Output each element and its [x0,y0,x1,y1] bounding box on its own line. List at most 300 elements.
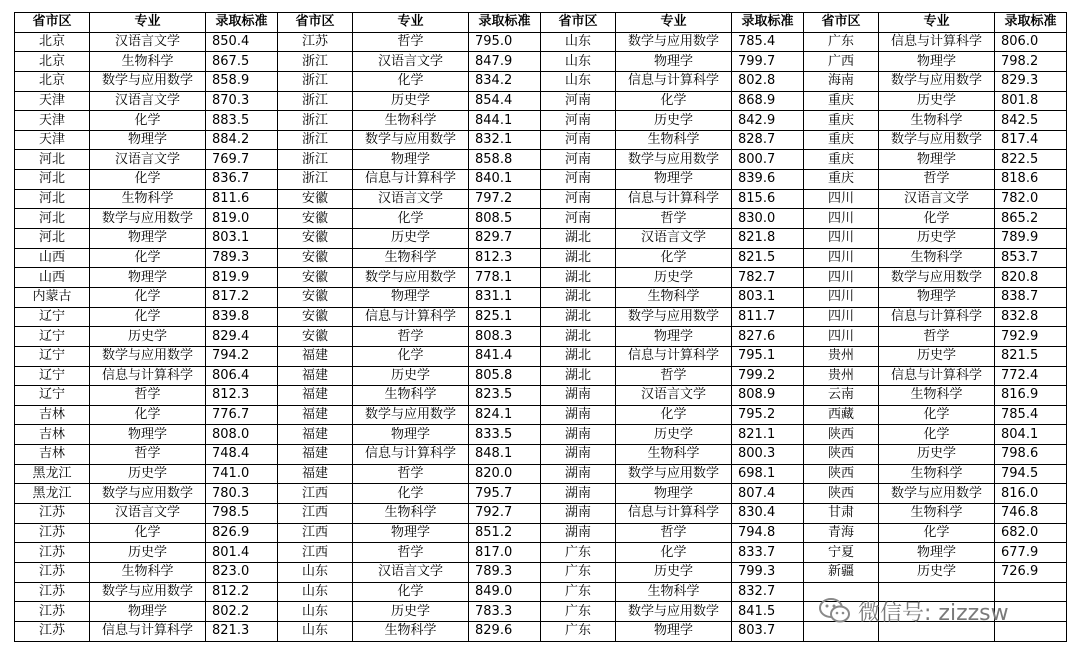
major-cell: 化学 [353,484,469,504]
major-cell: 生物科学 [90,52,206,72]
score-cell: 853.7 [995,248,1067,268]
province-cell: 江苏 [15,562,90,582]
province-cell: 安徽 [278,327,353,347]
major-cell: 生物科学 [353,386,469,406]
score-cell: 801.4 [206,543,278,563]
score-cell: 808.5 [469,209,541,229]
major-cell: 生物科学 [353,111,469,131]
province-cell: 福建 [278,464,353,484]
score-cell: 803.1 [732,287,804,307]
score-cell: 748.4 [206,445,278,465]
table-row [15,445,1067,465]
province-header: 省市区 [278,13,353,33]
province-cell: 吉林 [15,405,90,425]
table-row [15,268,1067,288]
major-cell: 生物科学 [879,386,995,406]
province-cell: 四川 [804,209,879,229]
score-cell: 802.8 [732,71,804,91]
province-cell: 湖北 [541,268,616,288]
major-cell: 信息与计算科学 [616,189,732,209]
score-cell: 839.6 [732,170,804,190]
score-cell: 808.3 [469,327,541,347]
province-cell: 山西 [15,268,90,288]
major-cell: 数学与应用数学 [90,71,206,91]
score-cell: 776.7 [206,405,278,425]
score-header: 录取标准 [469,13,541,33]
major-cell: 生物科学 [353,621,469,641]
province-cell: 福建 [278,405,353,425]
major-cell: 生物科学 [879,464,995,484]
major-cell: 生物科学 [616,287,732,307]
province-cell: 辽宁 [15,346,90,366]
score-cell: 698.1 [732,464,804,484]
major-cell: 物理学 [616,52,732,72]
score-cell: 805.8 [469,366,541,386]
province-cell: 辽宁 [15,366,90,386]
province-cell: 湖北 [541,229,616,249]
major-cell: 历史学 [353,602,469,622]
major-cell: 数学与应用数学 [879,268,995,288]
province-cell: 内蒙古 [15,287,90,307]
major-cell: 生物科学 [616,582,732,602]
major-cell: 汉语言文学 [616,386,732,406]
province-cell: 天津 [15,130,90,150]
watermark-text: 微信号: zizzsw [858,600,1009,626]
major-cell: 生物科学 [879,111,995,131]
score-cell: 829.6 [469,621,541,641]
major-cell: 化学 [616,405,732,425]
province-cell: 浙江 [278,91,353,111]
major-header: 专业 [90,13,206,33]
score-cell: 828.7 [732,130,804,150]
score-cell: 830.0 [732,209,804,229]
score-cell: 825.1 [469,307,541,327]
province-cell: 四川 [804,327,879,347]
major-cell: 历史学 [616,562,732,582]
province-cell: 江苏 [15,582,90,602]
province-cell: 山东 [278,582,353,602]
score-cell: 772.4 [995,366,1067,386]
major-header: 专业 [879,13,995,33]
province-cell: 辽宁 [15,327,90,347]
major-cell: 生物科学 [353,248,469,268]
score-cell: 858.8 [469,150,541,170]
score-cell: 838.7 [995,287,1067,307]
province-cell: 湖北 [541,287,616,307]
table-row [15,346,1067,366]
province-cell: 河南 [541,130,616,150]
province-cell: 广东 [541,562,616,582]
major-cell: 数学与应用数学 [879,130,995,150]
major-header: 专业 [616,13,732,33]
score-cell: 832.7 [732,582,804,602]
province-cell: 湖南 [541,405,616,425]
table-row [15,150,1067,170]
major-cell: 历史学 [353,366,469,386]
major-cell: 化学 [879,405,995,425]
major-cell: 数学与应用数学 [616,307,732,327]
province-cell: 江苏 [278,32,353,52]
score-cell: 808.0 [206,425,278,445]
major-cell: 化学 [616,543,732,563]
table-row [15,170,1067,190]
province-cell: 北京 [15,52,90,72]
table-row [15,130,1067,150]
province-cell: 江苏 [15,543,90,563]
score-header: 录取标准 [732,13,804,33]
score-cell: 834.2 [469,71,541,91]
province-cell: 浙江 [278,170,353,190]
table-row [15,248,1067,268]
major-cell: 化学 [90,170,206,190]
major-cell: 信息与计算科学 [616,346,732,366]
major-cell: 数学与应用数学 [353,268,469,288]
province-cell: 福建 [278,346,353,366]
score-cell: 812.3 [206,386,278,406]
major-cell: 信息与计算科学 [616,504,732,524]
major-cell: 生物科学 [879,504,995,524]
score-cell: 824.1 [469,405,541,425]
province-cell: 四川 [804,307,879,327]
major-cell: 历史学 [90,464,206,484]
score-cell: 795.7 [469,484,541,504]
province-cell: 江西 [278,504,353,524]
major-cell: 历史学 [879,445,995,465]
score-cell: 829.7 [469,229,541,249]
major-cell: 化学 [90,307,206,327]
province-cell: 重庆 [804,91,879,111]
major-cell: 化学 [616,248,732,268]
major-cell: 数学与应用数学 [616,150,732,170]
province-cell: 安徽 [278,229,353,249]
score-cell: 842.9 [732,111,804,131]
score-cell: 823.0 [206,562,278,582]
major-cell: 物理学 [879,287,995,307]
major-cell: 数学与应用数学 [90,582,206,602]
score-cell: 865.2 [995,209,1067,229]
table-row [15,209,1067,229]
wechat-icon [818,597,852,625]
major-cell: 哲学 [353,32,469,52]
major-cell: 生物科学 [90,189,206,209]
score-cell: 807.4 [732,484,804,504]
score-cell: 789.3 [206,248,278,268]
score-cell: 802.2 [206,602,278,622]
major-cell: 化学 [353,346,469,366]
province-cell: 河南 [541,111,616,131]
score-cell: 821.8 [732,229,804,249]
score-cell: 811.7 [732,307,804,327]
score-cell: 798.2 [995,52,1067,72]
province-header: 省市区 [804,13,879,33]
score-cell: 844.1 [469,111,541,131]
province-cell: 河南 [541,209,616,229]
score-cell: 816.9 [995,386,1067,406]
province-cell: 甘肃 [804,504,879,524]
score-cell: 806.4 [206,366,278,386]
major-cell: 物理学 [616,170,732,190]
score-cell: 831.1 [469,287,541,307]
province-header: 省市区 [15,13,90,33]
province-cell: 贵州 [804,346,879,366]
province-cell: 山东 [541,32,616,52]
major-cell: 历史学 [879,346,995,366]
province-cell: 辽宁 [15,386,90,406]
province-cell: 陕西 [804,425,879,445]
major-cell: 数学与应用数学 [90,346,206,366]
major-cell: 生物科学 [879,248,995,268]
score-cell: 799.3 [732,562,804,582]
major-cell: 汉语言文学 [90,32,206,52]
score-cell: 821.5 [995,346,1067,366]
score-cell: 833.5 [469,425,541,445]
score-cell: 804.1 [995,425,1067,445]
score-cell: 726.9 [995,562,1067,582]
province-cell: 天津 [15,111,90,131]
major-cell: 数学与应用数学 [353,405,469,425]
major-cell: 数学与应用数学 [879,71,995,91]
major-cell: 哲学 [616,209,732,229]
major-cell: 历史学 [616,111,732,131]
major-cell: 历史学 [90,327,206,347]
major-cell: 物理学 [90,130,206,150]
table-row [15,543,1067,563]
province-cell: 青海 [804,523,879,543]
score-cell: 821.3 [206,621,278,641]
major-cell: 物理学 [353,425,469,445]
score-cell: 868.9 [732,91,804,111]
score-cell: 870.3 [206,91,278,111]
major-cell: 物理学 [90,425,206,445]
province-cell: 北京 [15,32,90,52]
province-cell: 河南 [541,150,616,170]
province-cell: 安徽 [278,189,353,209]
score-cell: 803.7 [732,621,804,641]
score-cell: 794.8 [732,523,804,543]
province-cell: 陕西 [804,445,879,465]
major-cell: 信息与计算科学 [879,366,995,386]
province-cell: 四川 [804,248,879,268]
major-cell: 汉语言文学 [90,150,206,170]
major-cell: 物理学 [879,52,995,72]
score-cell: 858.9 [206,71,278,91]
score-cell: 819.9 [206,268,278,288]
province-cell: 湖北 [541,346,616,366]
major-cell: 物理学 [353,523,469,543]
province-cell: 江苏 [15,504,90,524]
province-cell: 山东 [541,52,616,72]
table-row [15,425,1067,445]
score-cell: 800.3 [732,445,804,465]
province-cell: 山东 [278,602,353,622]
major-cell: 物理学 [90,268,206,288]
province-cell: 福建 [278,445,353,465]
score-cell: 818.6 [995,170,1067,190]
major-cell: 信息与计算科学 [353,445,469,465]
province-cell: 天津 [15,91,90,111]
major-cell: 数学与应用数学 [616,464,732,484]
score-cell: 782.0 [995,189,1067,209]
table-row [15,52,1067,72]
major-cell: 物理学 [616,484,732,504]
score-cell: 795.1 [732,346,804,366]
province-cell: 重庆 [804,170,879,190]
score-cell: 883.5 [206,111,278,131]
score-cell: 817.2 [206,287,278,307]
major-cell: 汉语言文学 [353,189,469,209]
table-row [15,523,1067,543]
score-cell: 836.7 [206,170,278,190]
province-cell: 湖南 [541,523,616,543]
major-cell: 哲学 [353,327,469,347]
major-cell: 信息与计算科学 [616,71,732,91]
major-cell: 数学与应用数学 [90,209,206,229]
score-cell: 795.0 [469,32,541,52]
table-header-row [15,13,1067,33]
score-cell: 795.2 [732,405,804,425]
major-cell: 物理学 [353,150,469,170]
province-cell: 浙江 [278,150,353,170]
province-cell: 广东 [541,543,616,563]
major-cell: 数学与应用数学 [616,602,732,622]
province-cell: 北京 [15,71,90,91]
province-header: 省市区 [541,13,616,33]
province-cell: 湖北 [541,248,616,268]
score-cell: 682.0 [995,523,1067,543]
major-cell: 汉语言文学 [879,189,995,209]
score-cell: 839.8 [206,307,278,327]
major-cell: 物理学 [90,602,206,622]
province-cell: 湖南 [541,464,616,484]
province-cell: 河北 [15,170,90,190]
province-cell: 安徽 [278,209,353,229]
score-cell: 800.7 [732,150,804,170]
score-header: 录取标准 [206,13,278,33]
major-cell: 化学 [90,523,206,543]
score-cell: 746.8 [995,504,1067,524]
major-cell: 信息与计算科学 [879,307,995,327]
major-cell: 哲学 [90,445,206,465]
score-cell: 884.2 [206,130,278,150]
province-cell: 河北 [15,209,90,229]
score-cell: 782.7 [732,268,804,288]
major-cell: 物理学 [616,327,732,347]
province-cell: 重庆 [804,130,879,150]
major-cell: 物理学 [90,229,206,249]
province-cell: 山西 [15,248,90,268]
major-cell: 生物科学 [616,445,732,465]
score-cell: 817.0 [469,543,541,563]
score-cell: 815.6 [732,189,804,209]
province-cell: 吉林 [15,425,90,445]
major-cell: 数学与应用数学 [353,130,469,150]
province-cell: 四川 [804,287,879,307]
province-cell: 福建 [278,425,353,445]
province-cell: 陕西 [804,484,879,504]
major-cell: 汉语言文学 [616,229,732,249]
major-cell: 历史学 [616,268,732,288]
score-cell: 833.7 [732,543,804,563]
score-cell: 799.7 [732,52,804,72]
score-cell: 769.7 [206,150,278,170]
score-cell: 792.7 [469,504,541,524]
province-cell: 黑龙江 [15,464,90,484]
major-cell: 信息与计算科学 [879,32,995,52]
province-cell: 江苏 [15,523,90,543]
province-cell: 广西 [804,52,879,72]
major-cell: 哲学 [353,543,469,563]
score-cell: 812.2 [206,582,278,602]
major-cell: 信息与计算科学 [353,307,469,327]
score-cell: 827.6 [732,327,804,347]
province-cell: 湖南 [541,425,616,445]
score-cell: 847.9 [469,52,541,72]
major-cell: 化学 [90,111,206,131]
score-cell: 808.9 [732,386,804,406]
major-cell: 生物科学 [90,562,206,582]
major-cell: 历史学 [353,229,469,249]
major-cell: 历史学 [879,229,995,249]
province-cell: 福建 [278,386,353,406]
score-cell: 817.4 [995,130,1067,150]
major-cell: 物理学 [879,150,995,170]
score-cell: 850.4 [206,32,278,52]
province-cell: 湖南 [541,386,616,406]
table-row [15,91,1067,111]
score-cell: 799.2 [732,366,804,386]
major-cell: 物理学 [879,543,995,563]
score-cell: 832.1 [469,130,541,150]
province-cell: 云南 [804,386,879,406]
table-row [15,327,1067,347]
major-cell: 哲学 [616,523,732,543]
province-cell: 黑龙江 [15,484,90,504]
major-cell: 汉语言文学 [353,562,469,582]
province-cell: 安徽 [278,287,353,307]
table-row [15,189,1067,209]
province-cell: 四川 [804,268,879,288]
score-cell: 783.3 [469,602,541,622]
score-cell: 780.3 [206,484,278,504]
table-row [15,287,1067,307]
table-row [15,464,1067,484]
province-cell: 四川 [804,189,879,209]
province-cell: 湖北 [541,307,616,327]
score-cell: 741.0 [206,464,278,484]
major-cell: 信息与计算科学 [353,170,469,190]
major-cell: 哲学 [879,170,995,190]
score-cell: 829.4 [206,327,278,347]
province-cell: 辽宁 [15,307,90,327]
score-cell: 798.5 [206,504,278,524]
province-cell: 山东 [278,621,353,641]
score-cell: 841.5 [732,602,804,622]
table-row [15,366,1067,386]
major-cell: 数学与应用数学 [879,484,995,504]
province-cell: 山东 [278,562,353,582]
province-cell: 河南 [541,170,616,190]
province-cell: 浙江 [278,52,353,72]
score-header: 录取标准 [995,13,1067,33]
score-cell: 820.0 [469,464,541,484]
major-cell: 历史学 [616,425,732,445]
province-cell: 河南 [541,91,616,111]
score-cell: 822.5 [995,150,1067,170]
province-cell: 浙江 [278,71,353,91]
province-cell: 福建 [278,366,353,386]
score-cell: 842.5 [995,111,1067,131]
score-cell: 794.2 [206,346,278,366]
